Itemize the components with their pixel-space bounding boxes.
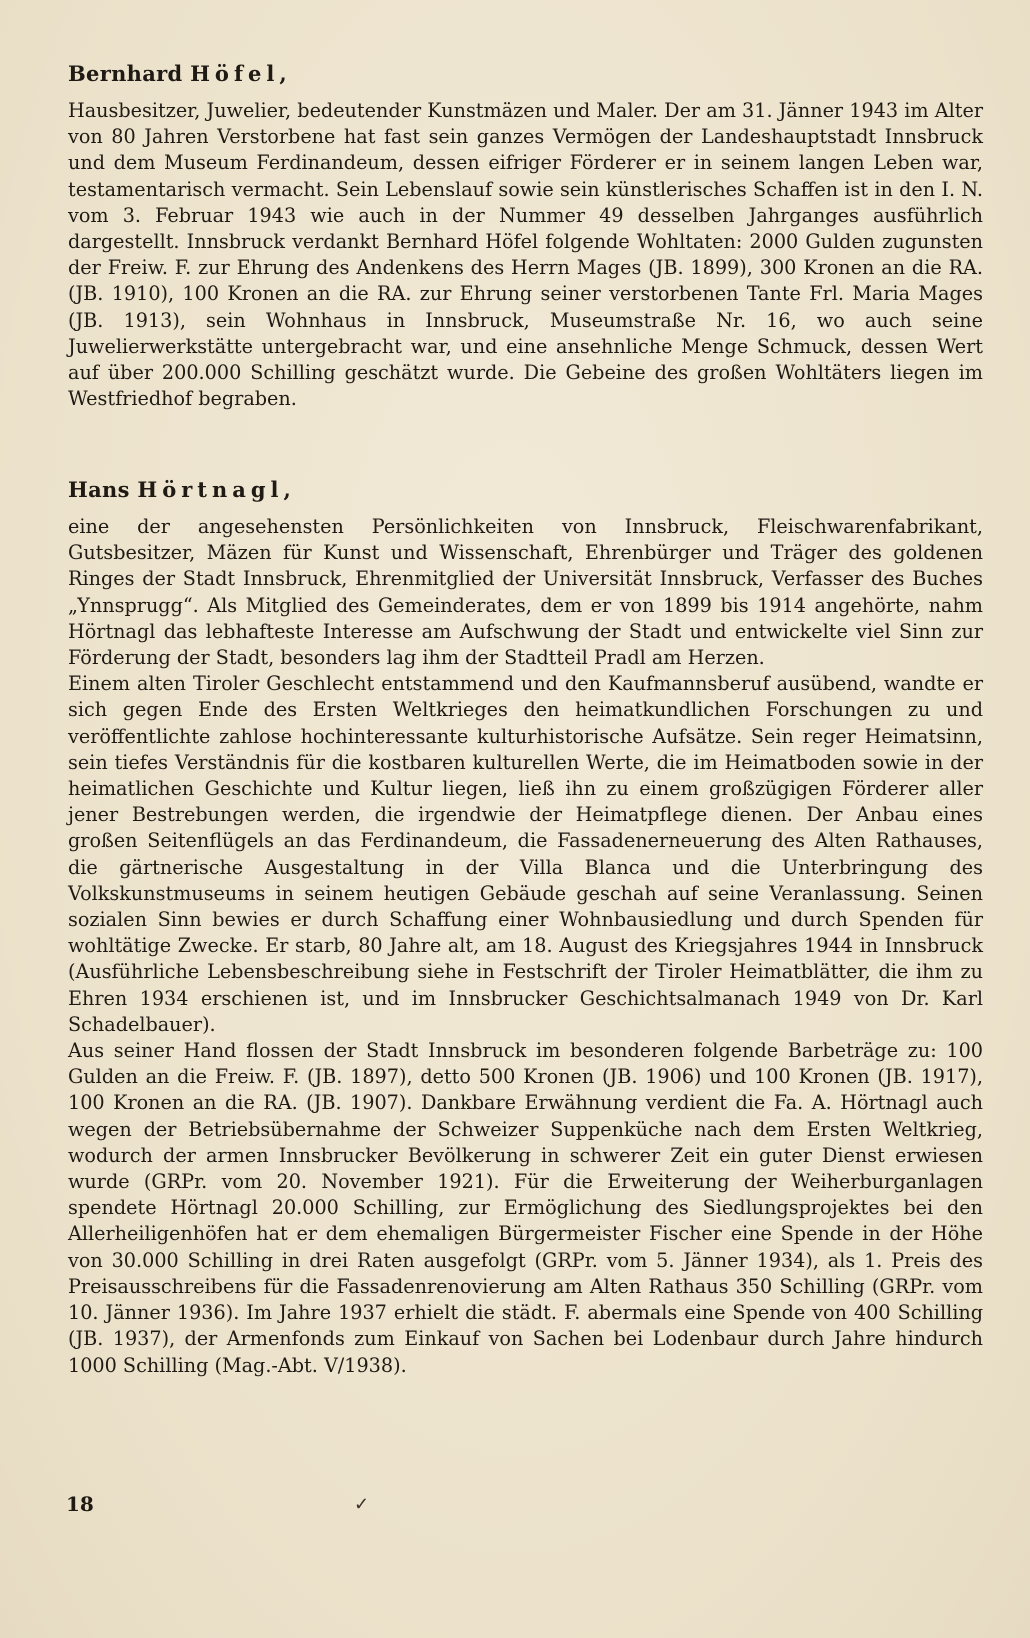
entry-last-name: Höfel (190, 61, 280, 86)
entry-name-suffix: , (283, 477, 292, 502)
entry-hoertnagl (68, 476, 983, 1379)
entry-heading (68, 60, 983, 88)
entry-hoefel (68, 60, 983, 412)
entry-last-name: Hörtnagl (137, 477, 284, 502)
pencil-mark: ✓ (354, 1494, 370, 1515)
entry-paragraph: Aus seiner Hand flossen der Stadt Innsbruck im besonderen folgende Barbeträge zu: 100 Gulden an die Freiw. F. (JB. 1897), detto 500 Kronen (JB. 1906) und 100 Kronen (JB. 1917), 100 Kronen an die RA. (JB. 1907). Dankbare Erwähnung verdient die Fa. A. Hörtnagl auch wegen der Betriebsübernahme der Schweizer Suppenküche nach dem Ersten Weltkrieg, wodurch der armen Innsbrucker Bevölkerung in schwerer Zeit ein guter Dienst erwiesen wurde (GRPr. vom 20. November 1921). Für die Erweiterung der Weiherburganlagen spendete Hörtnagl 20.000 Schilling, zur Ermöglichung des Siedlungsprojektes bei den Allerheiligenhöfen hat er dem ehemaligen Bürgermeister Fischer eine Spende in der Höhe von 30.000 Schilling in drei Raten ausgefolgt (GRPr. vom 5. Jänner 1934), als 1. Preis des Preisausschreibens für die Fassadenrenovierung am Alten Rathaus 350 Schilling (GRPr. vom 10. Jänner 1936). Im Jahre 1937 erhielt die städt. F. abermals eine Spende von 400 Schilling (JB. 1937), der Armenfonds zum Einkauf von Sachen bei Lodenbaur durch Jahre hindurch 1000 Schilling (Mag.-Abt. V/1938). (68, 1039, 983, 1377)
entry-first-name: Hans (68, 477, 130, 502)
entry-name-suffix: , (279, 61, 287, 86)
page-number: 18 (66, 1492, 94, 1516)
entry-heading (68, 476, 983, 504)
entry-first-name: Bernhard (68, 61, 183, 86)
entry-paragraph: Hausbesitzer, Juwelier, bedeutender Kunstmäzen und Maler. Der am 31. Jänner 1943 im Alter von 80 Jahren Verstorbene hat fast sein ganzes Vermögen der Landeshauptstadt Innsbruck und dem Museum Ferdinandeum, dessen eifriger Förderer er in seinem langen Leben war, testamentarisch vermacht. Sein Lebenslauf sowie sein künstlerisches Schaffen ist in den I. N. vom 3. Februar 1943 wie auch in der Nummer 49 desselben Jahrganges ausführlich dargestellt. Innsbruck verdankt Bernhard Höfel folgende Wohltaten: 2000 Gulden zugunsten der Freiw. F. zur Ehrung des Andenkens des Herrn Mages (JB. 1899), 300 Kronen an die RA. (JB. 1910), 100 Kronen an die RA. zur Ehrung seiner verstorbenen Tante Frl. Maria Mages (JB. 1913), sein Wohnhaus in Innsbruck, Museumstraße Nr. 16, wo auch seine Juwelierwerkstätte untergebracht war, und eine ansehnliche Menge Schmuck, dessen Wert auf über 200.000 Schilling geschätzt wurde. Die Gebeine des großen Wohltäters liegen im Westfriedhof begraben. (68, 99, 983, 411)
entry-paragraph: Einem alten Tiroler Geschlecht entstammend und den Kaufmannsberuf ausübend, wandte er sich gegen Ende des Ersten Weltkrieges den heimatkundlichen Forschungen zu und veröffentlichte zahlose hochinteressante kulturhistorische Aufsätze. Sein reger Heimatsinn, sein tiefes Verständnis für die kostbaren kulturellen Werte, die im Heimatboden sowie in der heimatlichen Geschichte und Kultur liegen, ließ ihn zu einem großzügigen Förderer aller jener Bestrebungen werden, die irgendwie der Heimatpflege dienen. Der Anbau eines großen Seitenflügels an das Ferdinandeum, die Fassadenerneuerung des Alten Rathauses, die gärtnerische Ausgestaltung in der Villa Blanca und die Unterbringung des Volkskunstmuseums in seinem heutigen Gebäude geschah auf seine Veranlassung. Seinen sozialen Sinn bewies er durch Schaffung einer Wohnbausiedlung und durch Spenden für wohltätige Zwecke. Er starb, 80 Jahre alt, am 18. August des Kriegsjahres 1944 in Innsbruck (Ausführliche Lebensbeschreibung siehe in Festschrift der Tiroler Heimatblätter, die ihm zu Ehren 1934 erschienen ist, und im Innsbrucker Geschichtsalmanach 1949 von Dr. Karl Schadelbauer). (68, 672, 983, 1036)
entry-paragraph: eine der angesehensten Persönlichkeiten von Innsbruck, Fleischwarenfabrikant, Gutsbesitzer, Mäzen für Kunst und Wissenschaft, Ehrenbürger und Träger des goldenen Ringes der Stadt Innsbruck, Ehrenmitglied der Universität Innsbruck, Verfasser des Buches „Ynnsprugg“. Als Mitglied des Gemeinderates, dem er von 1899 bis 1914 angehörte, nahm Hörtnagl das lebhafteste Interesse am Aufschwung der Stadt und entwickelte viel Sinn zur Förderung der Stadt, besonders lag ihm der Stadtteil Pradl am Herzen. (68, 515, 983, 670)
